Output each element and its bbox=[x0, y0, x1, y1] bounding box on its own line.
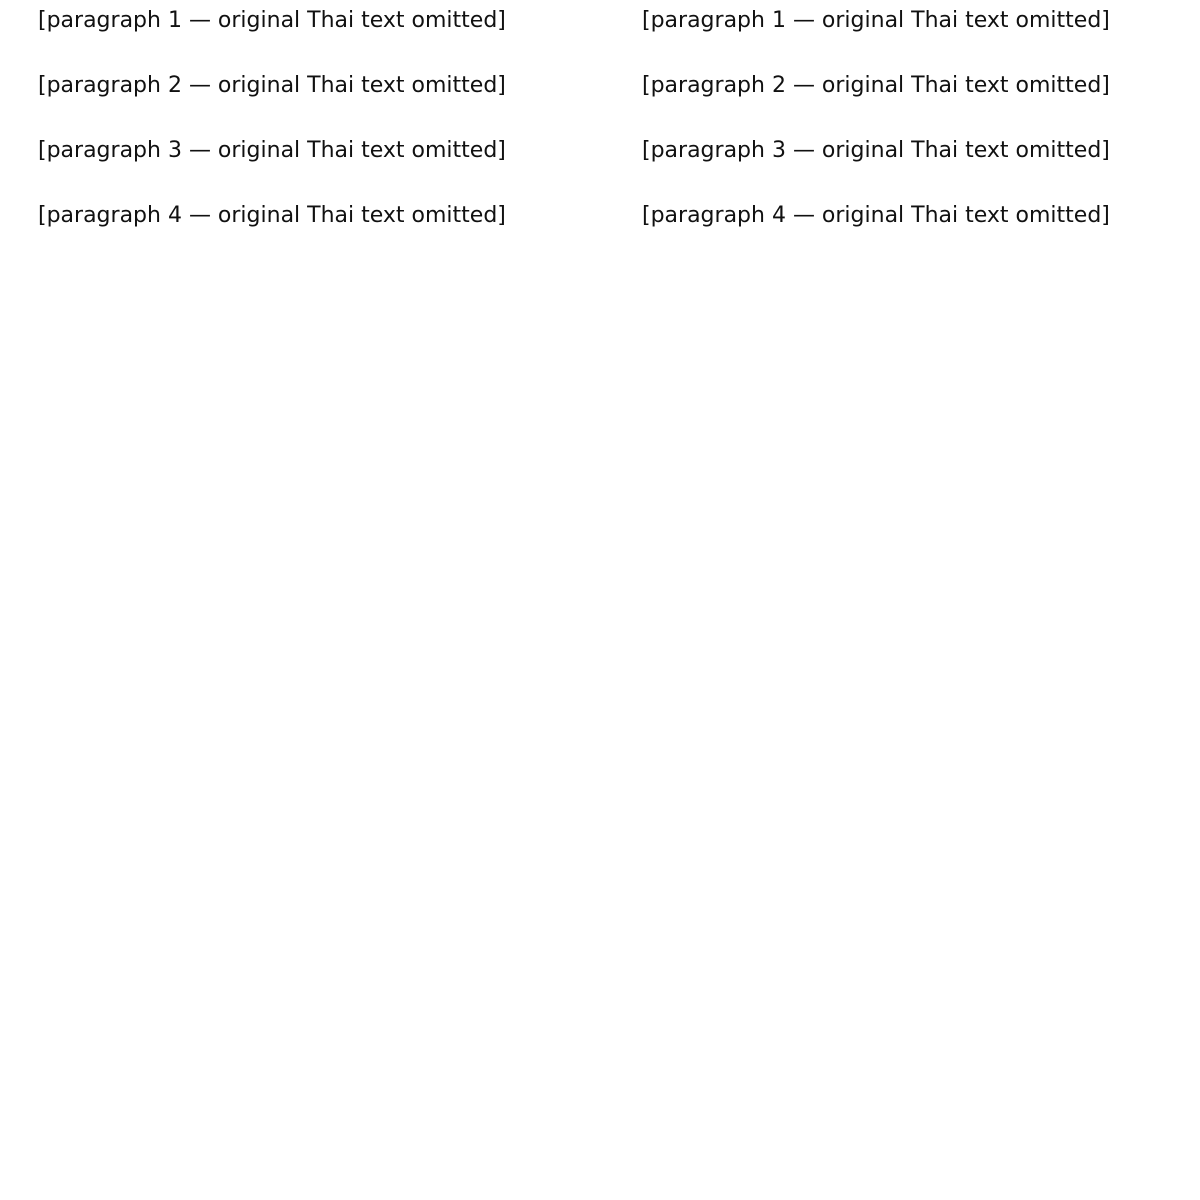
left-paragraph: [paragraph 1 — original Thai text omitted] bbox=[38, 8, 506, 33]
left-paragraph: [paragraph 3 — original Thai text omitted] bbox=[38, 138, 506, 163]
right-paragraph: [paragraph 4 — original Thai text omitted] bbox=[642, 203, 1110, 228]
right-paragraph: [paragraph 2 — original Thai text omitted] bbox=[642, 73, 1110, 98]
right-column bbox=[642, 4, 1172, 1200]
right-paragraph: [paragraph 1 — original Thai text omitted] bbox=[642, 8, 1110, 33]
left-paragraph: [paragraph 2 — original Thai text omitted] bbox=[38, 73, 506, 98]
left-column bbox=[38, 4, 568, 1200]
right-paragraph: [paragraph 3 — original Thai text omitted] bbox=[642, 138, 1110, 163]
left-paragraph: [paragraph 4 — original Thai text omitted] bbox=[38, 203, 506, 228]
